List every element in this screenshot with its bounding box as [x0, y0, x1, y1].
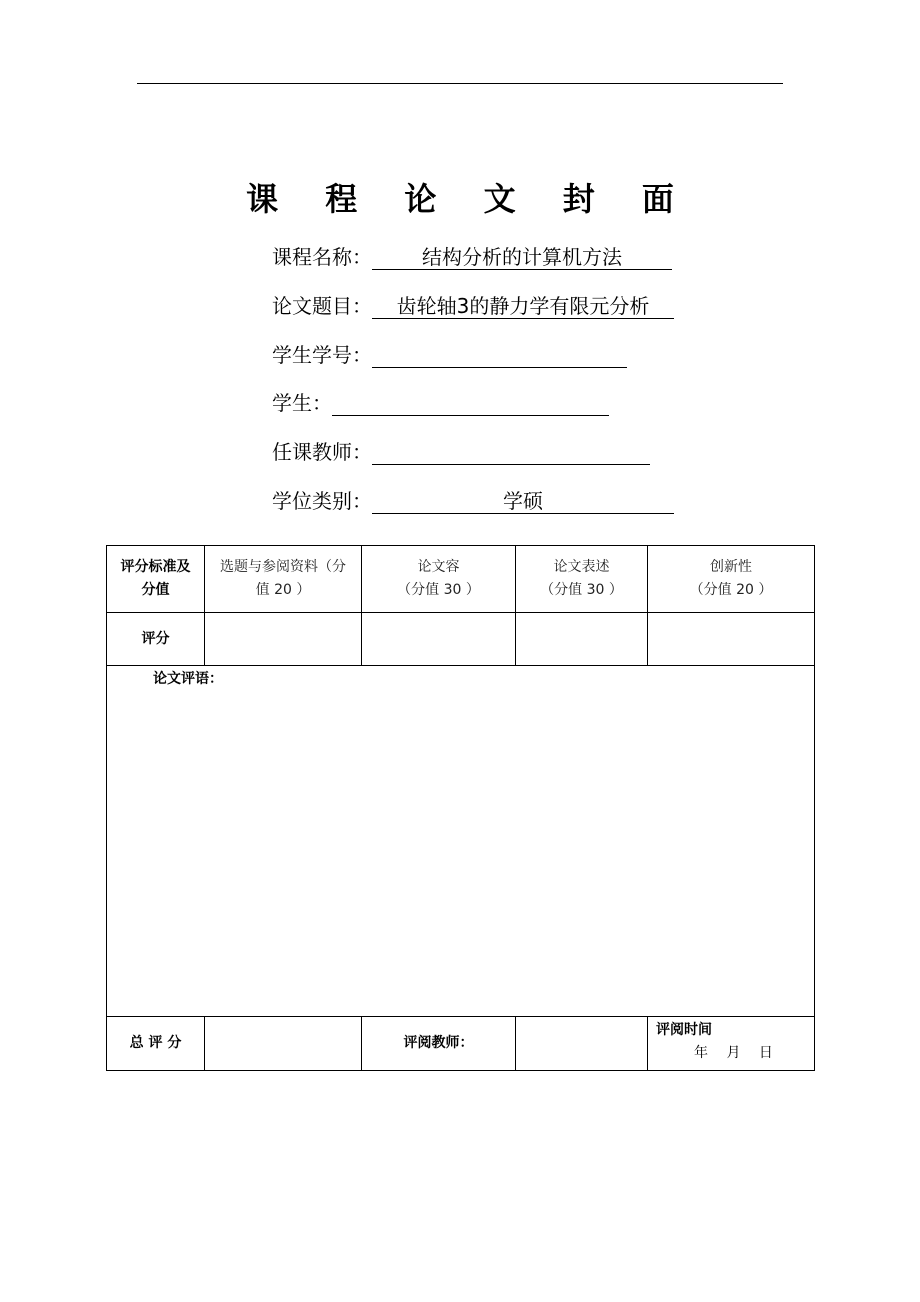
- comments-cell[interactable]: [107, 666, 815, 1017]
- score-topic-cell[interactable]: [205, 613, 362, 666]
- total-score-cell[interactable]: [205, 1017, 362, 1071]
- criteria-innovation-cell: [648, 546, 815, 613]
- field-teacher: [272, 433, 650, 465]
- degree-type-value[interactable]: 学硕: [372, 489, 674, 514]
- criteria-content-line2: （分值 30 ）: [397, 582, 480, 598]
- criteria-expression-line1: 论文表述: [553, 559, 610, 575]
- criteria-header-line2: 分值: [141, 582, 170, 598]
- thesis-title-value[interactable]: 齿轮轴3的静力学有限元分析: [372, 294, 674, 319]
- teacher-label: 任课教师：: [272, 440, 372, 464]
- review-time-cell[interactable]: [648, 1017, 815, 1071]
- comments-row: [107, 666, 815, 1017]
- course-name-value[interactable]: 结构分析的计算机方法: [372, 245, 672, 270]
- header-rule: [137, 83, 783, 84]
- criteria-header-line1: 评分标准及: [120, 559, 191, 575]
- criteria-content-line1: 论文容: [417, 559, 460, 575]
- reviewer-sign-cell[interactable]: [516, 1017, 648, 1071]
- field-student-id: [272, 336, 627, 368]
- thesis-title-label: 论文题目：: [272, 294, 372, 318]
- criteria-topic-cell: [205, 546, 362, 613]
- criteria-innovation-line1: 创新性: [710, 559, 752, 575]
- score-expression-cell[interactable]: [516, 613, 648, 666]
- criteria-innovation-line2: （分值 20 ）: [689, 582, 773, 598]
- reviewer-label-cell: 评阅教师：: [362, 1017, 516, 1071]
- comments-label: 论文评语：: [153, 671, 223, 687]
- student-id-value[interactable]: [372, 343, 627, 368]
- student-label: 学生：: [272, 391, 332, 415]
- score-label-cell: 评分: [107, 613, 205, 666]
- teacher-value[interactable]: [372, 440, 650, 465]
- field-thesis-title: [272, 287, 674, 319]
- course-name-label: 课程名称：: [272, 245, 372, 269]
- total-row: [107, 1017, 815, 1071]
- criteria-expression-cell: [516, 546, 648, 613]
- cover-title: 课 程 论 文 封 面: [246, 180, 692, 218]
- criteria-expression-line2: （分值 30 ）: [540, 582, 623, 598]
- field-course-name: [272, 238, 672, 270]
- grading-table: [106, 545, 815, 1071]
- criteria-topic-line1: 选题与参阅资料（分: [220, 559, 346, 575]
- score-innovation-cell[interactable]: [648, 613, 815, 666]
- criteria-row: [107, 546, 815, 613]
- criteria-header-cell: [107, 546, 205, 613]
- field-degree-type: [272, 482, 674, 514]
- score-row: [107, 613, 815, 666]
- criteria-content-cell: [362, 546, 516, 613]
- criteria-topic-line2: 值 20 ）: [255, 582, 311, 598]
- field-student: [272, 384, 609, 416]
- review-date-format: 年 月 日: [694, 1045, 773, 1061]
- total-label-cell: 总 评 分: [107, 1017, 205, 1071]
- student-value[interactable]: [332, 391, 609, 416]
- review-time-label: 评阅时间: [656, 1022, 712, 1038]
- student-id-label: 学生学号：: [272, 343, 372, 367]
- degree-type-label: 学位类别：: [272, 489, 372, 513]
- score-content-cell[interactable]: [362, 613, 516, 666]
